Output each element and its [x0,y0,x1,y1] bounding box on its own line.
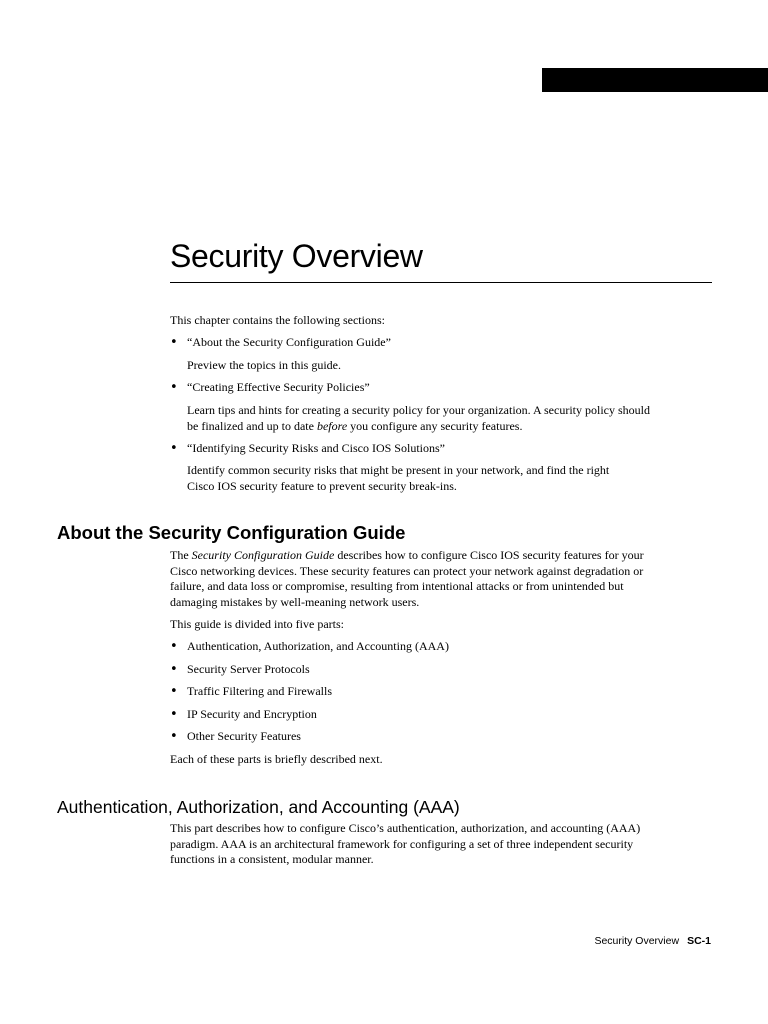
section-link-about[interactable]: “About the Security Configuration Guide” [187,335,391,349]
section-link-policies[interactable]: “Creating Effective Security Policies” [187,380,370,394]
footer-title: Security Overview [594,935,680,947]
bullet-icon: • [170,639,178,654]
about-paragraph: The Security Configuration Guide describes how to configure Cisco IOS security features for your Cisco networking devices. These security features can protect your network against degradation or failure, and data loss or compromise, resulting from intentional attacks or from unintended but damaging mistakes by well-meaning network users. [170,548,644,609]
page-footer [594,934,711,948]
title-rule [170,282,712,283]
section-description: Identify common security risks that might be present in your network, and find the right Cisco IOS security feature to prevent security break-ins. [187,463,610,493]
aaa-paragraph: This part describes how to configure Cisco’s authentication, authorization, and accounting (AAA) paradigm. AAA is an architectural framework for configuring a set of three independent security functions in a consistent, modular manner. [170,821,641,866]
chapter-title: Security Overview [170,238,423,274]
parts-lead: This guide is divided into five parts: [170,617,344,631]
section-heading-about: About the Security Configuration Guide [57,522,406,543]
bullet-icon: • [170,335,178,350]
bullet-icon: • [170,662,178,677]
bullet-icon: • [170,707,178,722]
intro-lead: This chapter contains the following sections: [170,313,385,327]
section-description: Preview the topics in this guide. [187,358,341,372]
section-link-risks[interactable]: “Identifying Security Risks and Cisco IOS Solutions” [187,441,445,455]
page-number: SC-1 [687,935,711,947]
bullet-icon: • [170,684,178,699]
parts-closing: Each of these parts is briefly described next. [170,752,383,766]
bullet-icon: • [170,729,178,744]
bullet-icon: • [170,380,178,395]
section-description: Learn tips and hints for creating a security policy for your organization. A security policy should be finalized and up to date before you configure any security features. [187,403,650,433]
section-heading-aaa: Authentication, Authorization, and Accounting (AAA) [57,797,460,817]
bullet-icon: • [170,441,178,456]
chapter-tab-bar [542,68,768,92]
